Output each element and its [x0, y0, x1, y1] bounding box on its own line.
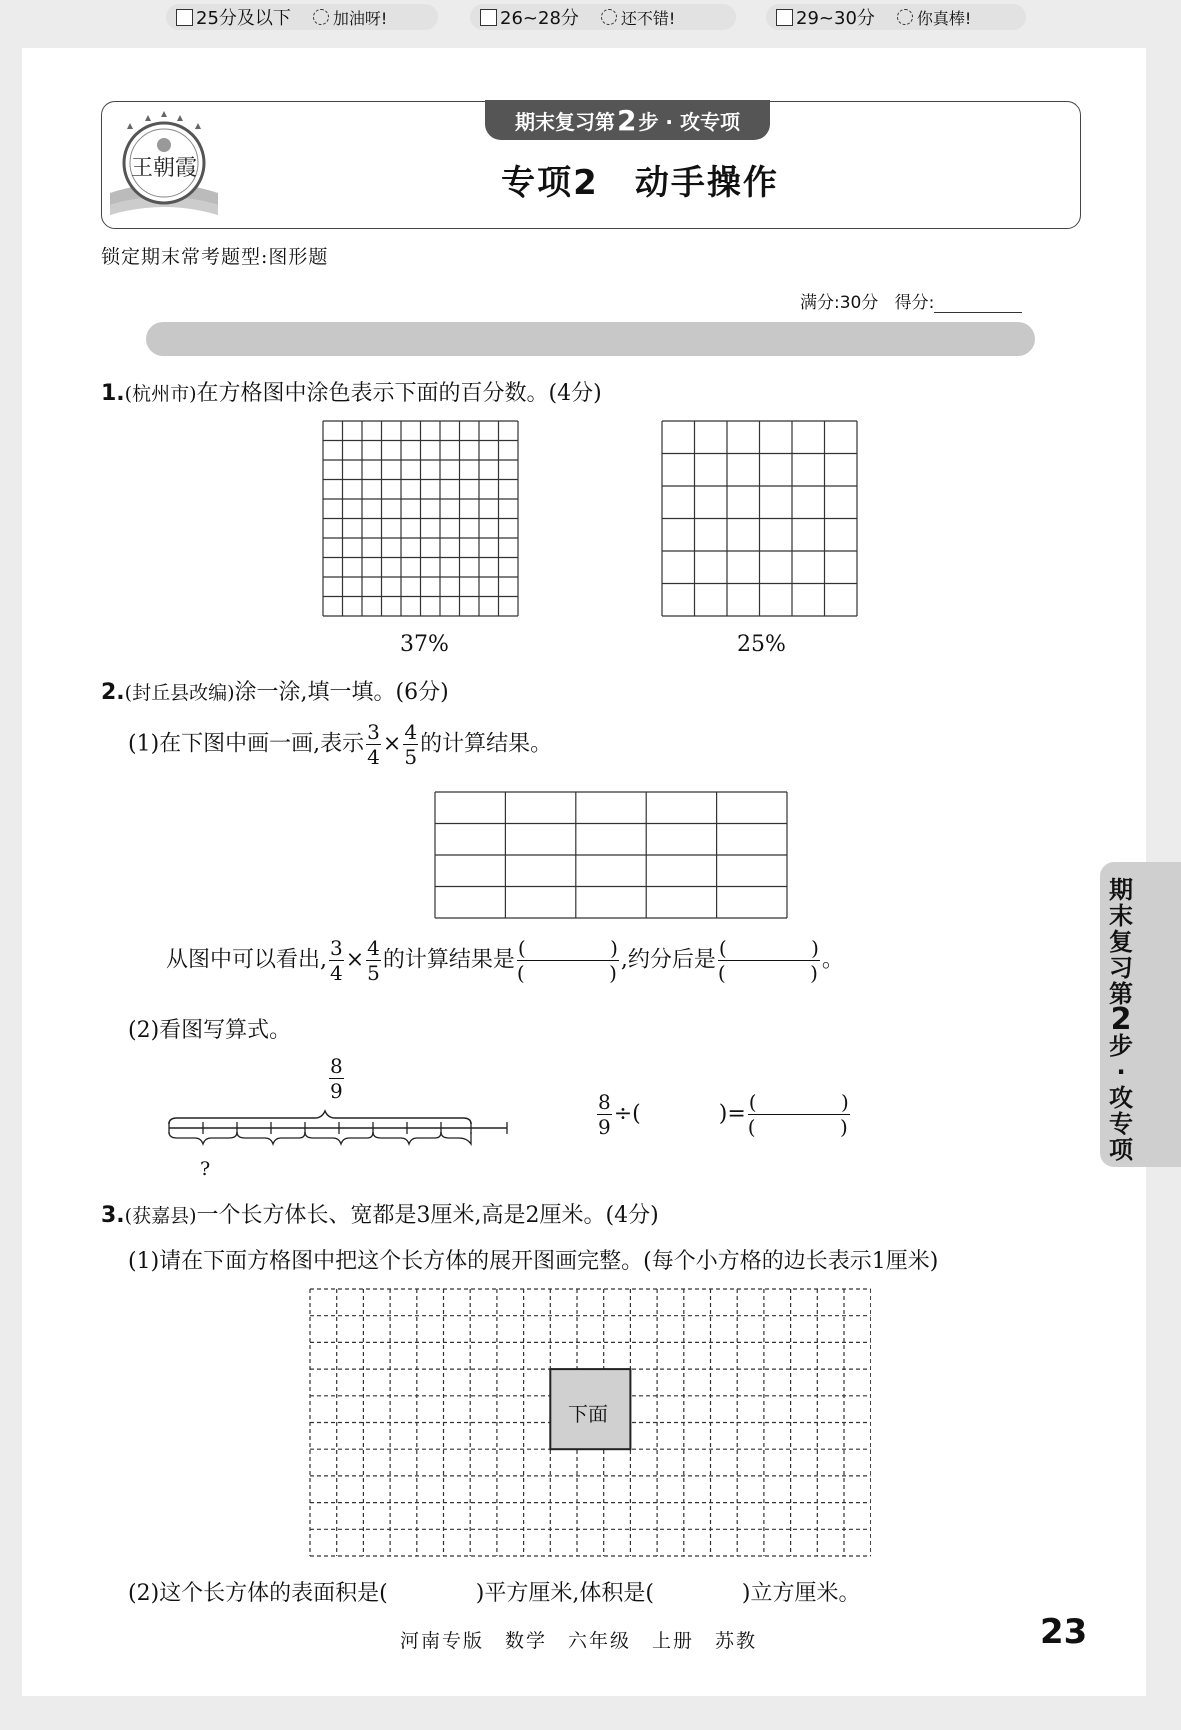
- period: 。: [821, 947, 844, 973]
- fraction-3-4: $\frac{3}{4}$: [367, 720, 380, 769]
- rating-low-comment: 加油呀!: [332, 8, 388, 28]
- rating-mid-comment: 还不错!: [620, 8, 676, 28]
- reduced-fraction-blank[interactable]: ( ) ( ): [717, 936, 819, 985]
- q2-fill-line: [166, 938, 844, 983]
- question-mark: ?: [200, 1158, 211, 1180]
- face-icon: [313, 9, 329, 25]
- bottom-brace: [441, 1132, 471, 1144]
- rating-mid-range: 26~28分: [500, 8, 579, 29]
- step-prefix: 期末复习第: [514, 109, 615, 134]
- checkbox-high[interactable]: [776, 9, 793, 26]
- q3-p2-c: )立方厘米。: [741, 1581, 861, 1606]
- q2-fill-mid: 的计算结果是: [382, 947, 515, 973]
- q2-grid-4x5[interactable]: [434, 791, 788, 919]
- q1-grid-36[interactable]: [661, 420, 859, 618]
- q3-stem: [101, 1198, 659, 1229]
- q2-fill-mid2: ,约分后是: [620, 947, 716, 973]
- equals-sign: )=: [718, 1101, 746, 1127]
- fraction-4-5: $\frac{4}{5}$: [404, 720, 418, 769]
- q2-part1: [128, 722, 552, 767]
- subtitle: 锁定期末常考题型:图形题: [101, 246, 329, 268]
- q1-label-b: 25%: [737, 632, 786, 657]
- q2-part2: (2)看图写算式。: [128, 1018, 292, 1043]
- checkbox-mid[interactable]: [480, 9, 497, 26]
- face-icon: [897, 9, 913, 25]
- q3-p2-b: )平方厘米,体积是(: [475, 1581, 654, 1606]
- brand-logo: [100, 105, 228, 223]
- page-number: 23: [1040, 1612, 1088, 1652]
- top-brace: [169, 1111, 471, 1124]
- rating-high-range: 29~30分: [796, 8, 875, 29]
- quotient-fraction-blank[interactable]: ( ) ( ): [747, 1090, 849, 1139]
- rating-high-comment: 你真棒!: [916, 8, 972, 28]
- q1-text: 在方格图中涂色表示下面的百分数。(4分): [196, 381, 602, 406]
- rating-high: [766, 4, 1026, 30]
- checkbox-low[interactable]: [176, 9, 193, 26]
- step-number: 2: [616, 103, 637, 137]
- step-suffix: 步 · 攻专项: [638, 109, 740, 134]
- logo-text: 王朝霞: [130, 156, 198, 181]
- divide-sign: ÷(: [613, 1101, 641, 1127]
- q1-grid-100[interactable]: [322, 420, 520, 618]
- q3-number: 3.: [101, 1203, 125, 1228]
- q3-p2-a: (2)这个长方体的表面积是(: [128, 1581, 388, 1606]
- score-line: [800, 288, 1022, 313]
- segment-diagram: [165, 1108, 513, 1154]
- q2-p1-prefix: (1)在下图中画一画,表示: [128, 731, 365, 757]
- footer-info: 河南专版 数学 六年级 上册 苏教: [400, 1630, 758, 1652]
- fraction-3-4: $\frac{3}{4}$: [330, 936, 343, 985]
- times-sign: ×: [382, 731, 402, 757]
- q1-source: (杭州市): [124, 383, 197, 405]
- page-title: 专项2 动手操作: [501, 163, 779, 203]
- q2-fill-prefix: 从图中可以看出,: [166, 947, 327, 973]
- q3-part1: (1)请在下面方格图中把这个长方体的展开图画完整。(每个小方格的边长表示1厘米): [128, 1249, 939, 1274]
- score-blank[interactable]: [934, 296, 1022, 313]
- division-equation: $\frac{8}{9}$ ÷( )= ( ) ( ): [598, 1090, 849, 1139]
- face-icon: [601, 9, 617, 25]
- q2-text: 涂一涂,填一填。(6分): [234, 680, 449, 705]
- q3-source: (获嘉县): [124, 1205, 197, 1227]
- q3-part2: [128, 1576, 861, 1607]
- q1-label-a: 37%: [400, 632, 449, 657]
- q1-stem: [101, 376, 602, 407]
- score-label: 得分:: [894, 293, 935, 313]
- segment-fraction-label: $\frac{8}{9}$: [330, 1054, 343, 1103]
- rating-low-range: 25分及以下: [196, 8, 291, 29]
- rating-low: [166, 4, 438, 30]
- bottom-face-label: 下面: [568, 1402, 608, 1426]
- q2-number: 2.: [101, 680, 125, 705]
- fraction-4-5: $\frac{4}{5}$: [367, 936, 380, 985]
- full-score: 满分:30分: [800, 293, 879, 313]
- times-sign: ×: [345, 947, 365, 973]
- rating-bar: [146, 322, 1035, 356]
- answer-fraction-blank[interactable]: ( ) ( ): [516, 936, 618, 985]
- step-tab: [485, 100, 770, 140]
- side-tab-text: 期 末 复 习 第 2 步 · 攻 专 项: [1109, 876, 1133, 1164]
- rating-mid: [470, 4, 736, 30]
- q2-source: (封丘县改编): [124, 682, 235, 704]
- q3-text: 一个长方体长、宽都是3厘米,高是2厘米。(4分): [196, 1203, 659, 1228]
- q2-stem: [101, 675, 449, 706]
- q1-number: 1.: [101, 381, 125, 406]
- q2-p1-suffix: 的计算结果。: [420, 731, 553, 757]
